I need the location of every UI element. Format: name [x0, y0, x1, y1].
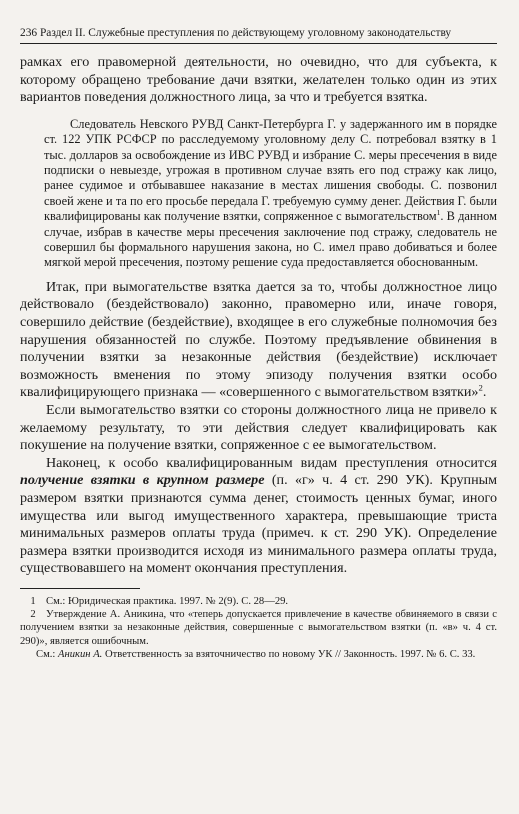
footnote-divider — [20, 588, 140, 589]
running-header — [20, 26, 497, 44]
case-example-text: Следователь Невского РУВД Санкт-Петербурга Г. у задержанного им в порядке ст. 122 УПК РСФСР по расследуемому уголовному делу С. потребовал взятку в 1 тыс. долларов за освобождение из ИВС РУВД и избрание С. меры пресечения в виде подписки о невыезде, угрожая в противном случае взять его под стражу как лицо, ранее судимое и отбывавшее наказание в местах лишения свободы. С. позвонил своей жене и та по его просьбе передала Г. требуемую сумму денег. Действия Г. были квалифицированы как получение взятки, сопряженное с вымогательством — [44, 116, 497, 224]
footnote-2-author: Аникин А. — [58, 648, 103, 660]
page-body — [20, 54, 497, 661]
footnote-2-number: 2 — [30, 609, 36, 621]
footnote-2-source: Ответственность за взяточничество по новому УК // Законность. 1997. № 6. С. 33. — [102, 648, 476, 660]
running-title: Раздел II. Служебные преступления по действующему уголовному законодательству — [39, 27, 452, 39]
emphasized-term: получение взятки в крупном размере — [20, 472, 265, 489]
paragraph-extortion-end: . — [482, 384, 487, 401]
paragraph-extortion — [20, 279, 497, 402]
footnote-2-text: Утверждение А. Аникина, что «теперь допускается привлечение в качестве обвиняемого в связи с получением взятки за незаконные действия, совершенные с вымогательством взятки (п. «в» ч. 4 ст. 290)», является ошибочным. — [20, 609, 497, 647]
paragraph-large-bribe-text: Наконец, к особо квалифицированным видам преступления относится — [46, 454, 497, 471]
page-number: 236 — [20, 27, 38, 39]
footnote-1-text: См.: Юридическая практика. 1997. № 2(9). С. 28—29. — [46, 595, 289, 607]
footnote-ref-2: 2 — [478, 382, 483, 393]
footnote-ref-1: 1 — [436, 208, 441, 218]
footnote-2 — [20, 608, 497, 648]
footnote-1-number: 1 — [30, 595, 36, 607]
paragraph-extortion-text: Итак, при вымогательстве взятка дается за то, чтобы должностное лицо действовало (бездействовало) законно, правомерно или, иначе говоря, совершило действие (бездействие), входящее в его служебные полномочия без нарушения обязанностей по службе. Поэтому предъявление обвинения в получении взятки за незаконные действия (бездействие) исключает возможность вменения по этому эпизоду получения взятки особо квалифицирующего признака — «совершенного с вымогательством взятки» — [20, 278, 497, 401]
paragraph-large-bribe-rest: (п. «г» ч. 4 ст. 290 УК). Крупным размером взятки признаются сумма денег, стоимость ценных бумаг, иного имущества или выгод имущественного характера, превышающие триста минимальных размеров оплаты труда (примеч. к ст. 290 УК). Определение размера взятки производится исходя из минимального размера оплаты труда, существовавшего на момент окончания преступления. — [20, 472, 498, 577]
case-example — [44, 117, 497, 271]
paragraph-large-bribe — [20, 455, 497, 578]
case-example-text-end: . В данном случае, избрав в качестве меры пресечения заключение под стражу, следователь не совершил бы формального нарушения закона, но С. имел право добиваться и более мягкой мерой пресечения, поэтому решение суда предоставляется обоснованным. — [44, 209, 497, 270]
paragraph-continuation: рамках его правомерной деятельности, но очевидно, что для субъекта, к которому обращено требование дачи взятки, желателен только один из этих вариантов поведения должностного лица, за что и требуется взятка. — [20, 54, 497, 106]
footnote-2-see: См.: — [36, 648, 59, 660]
paragraph-attempt: Если вымогательство взятки со стороны должностного лица не привело к желаемому результату, то эти действия следует квалифицировать как покушение на получение взятки, сопряженное с ее вымогательством. — [20, 402, 497, 454]
footnote-1 — [20, 595, 497, 608]
footnote-2-continuation — [20, 648, 497, 661]
